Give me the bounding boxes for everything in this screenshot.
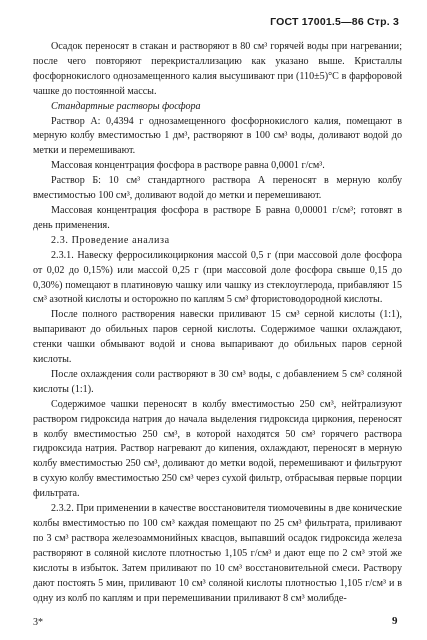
page-number: 9 (392, 615, 398, 627)
paragraph-cooling: После охлаждения соли растворяют в 30 см³ воды, с добавлением 5 см³ соляной кислоты (1:1). (33, 368, 402, 395)
footer-signature-mark: 3* (33, 617, 43, 628)
page-header: ГОСТ 17001.5—86 Стр. 3 (270, 16, 399, 28)
section-heading-analysis: 2.3. Проведение анализа (51, 234, 170, 246)
paragraph-transfer: Содержимое чашки переносят в колбу вместимостью 250 см³, нейтрализуют раствором гидроксида натрия до начала выделения гидроксида циркония, переносят в колбу вместимостью 250 см³, в которой находятся 50 см³ горячего раствора гидроксида натрия. Раствор нагревают до кипения, охлаждают, переносят в мерную колбу вместимостью 250 см³, доливают до метки водой, перемешивают и фильтруют в сухую колбу вместимостью 250 см³ через сухой фильтр, отбрасывая первые порции фильтрата. (33, 398, 402, 500)
paragraph-concentration-b: Массовая концентрация фосфора в растворе Б равна 0,00001 г/см³; готовят в день применения. (33, 204, 402, 231)
paragraph-dissolution: После полного растворения навески приливают 15 см³ серной кислоты (1:1), выпаривают до обильных паров серной кислоты. Содержимое чашки охлаждают, стенки чашки обмывают водой и снова выпаривают до обильных паров серной кислоты. (33, 309, 402, 366)
paragraph-1: Осадок переносят в стакан и растворяют в 80 см³ горячей воды при нагревании; после чего повторяют перекристаллизацию как указано выше. Кристаллы фосфорнокислого однозамещенного калия высушивают при (110±5)°С в фарфоровой чашке до постоянной массы. (33, 41, 402, 97)
paragraph-concentration-a: Массовая концентрация фосфора в растворе равна 0,0001 г/см³. (51, 160, 325, 172)
paragraph-solution-b: Раствор Б: 10 см³ стандартного раствора А переносят в мерную колбу вместимостью 100 см³, доливают водой до метки и перемешивают. (33, 175, 402, 202)
body-text (33, 40, 402, 606)
paragraph-2-3-2: 2.3.2. При применении в качестве восстановителя тиомочевины в две конические колбы вместимостью по 100 см³ каждая помещают по 25 см³ фильтрата, приливают по 3 см³ раствора железоаммонийных квасцов, выпавший осадок гидроксида железа растворяют в соляной кислоте плотностью 1,105 г/см³ и дают еще по 2 см³ этой же кислоты в избыток. Затем приливают по 10 см³ восстановительной смеси. Раствору дают постоять 5 мин, приливают 10 см³ соляной кислоты плотностью 1,105 г/см³ и в одну из колб по каплям и при перемешивании приливают 8 см³ молибде- (33, 503, 402, 604)
section-heading-standard-solutions: Стандартные растворы фосфора (51, 100, 201, 112)
paragraph-solution-a: Раствор А: 0,4394 г однозамещенного фосфорнокислого калия, помещают в мерную колбу вместимостью 1 дм³, растворяют в 100 см³ воды, доливают водой до метки и перемешивают. (33, 115, 402, 157)
paragraph-2-3-1: 2.3.1. Навеску ферросиликоциркония массой 0,5 г (при массовой доле фосфора от 0,02 до 0,15%) или массой 0,25 г (при массовой доле фосфора свыше 0,15 до 0,30%) помещают в платиновую чашку или чашку из стеклоуглерода, прибавляют 15 см³ азотной кислоты и осторожно по каплям 5 см³ фтористоводородной кислоты. (33, 249, 402, 306)
